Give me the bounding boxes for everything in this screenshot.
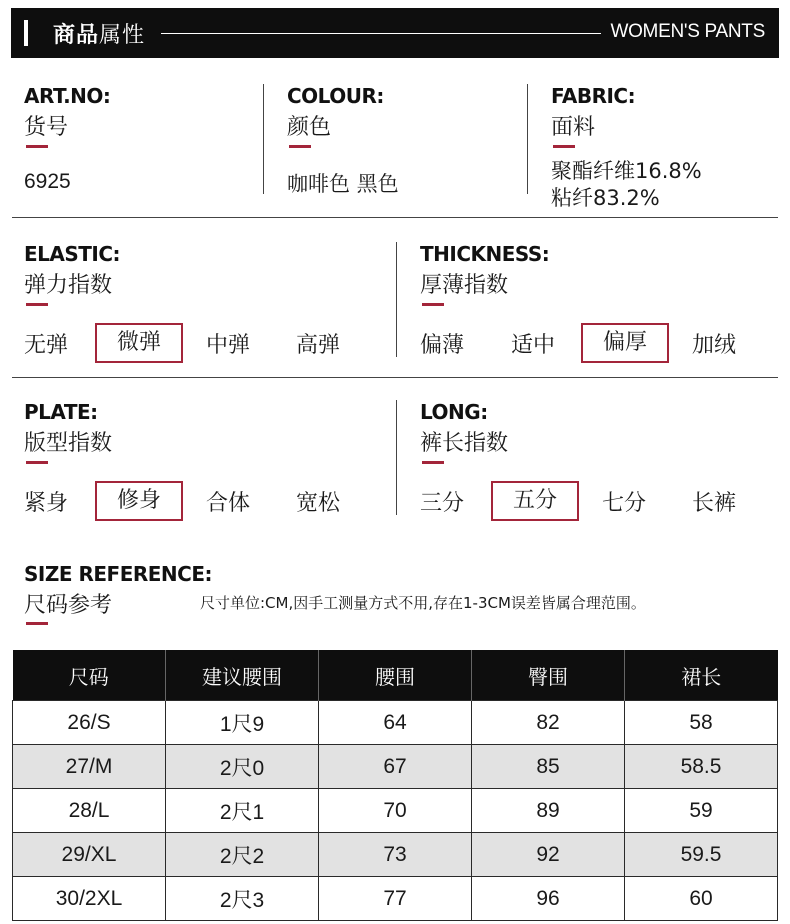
table-cell: 60 (625, 877, 778, 921)
thickness-red-dash (422, 303, 444, 306)
table-cell: 2尺2 (166, 833, 319, 877)
long-option-selected: 五分 (491, 481, 579, 521)
header-accent-bar (24, 20, 28, 46)
table-row (13, 789, 778, 833)
table-cell: 2尺3 (166, 877, 319, 921)
thickness-option: 加绒 (692, 333, 737, 358)
elastic-option-selected: 微弹 (95, 323, 183, 363)
table-cell: 26/S (13, 701, 166, 745)
size-reference-red-dash (26, 622, 48, 625)
elastic-cn-label: 弹力指数 (24, 273, 113, 298)
table-cell: 70 (319, 789, 472, 833)
elastic-red-dash (26, 303, 48, 306)
table-row (13, 877, 778, 921)
header-english-title: WOMEN'S PANTS (610, 21, 765, 42)
table-cell: 73 (319, 833, 472, 877)
header (0, 0, 790, 68)
colour-en-label: COLOUR: (287, 84, 384, 108)
table-cell: 59.5 (625, 833, 778, 877)
table-cell: 58.5 (625, 745, 778, 789)
thickness-option-selected: 偏厚 (581, 323, 669, 363)
divider (396, 242, 397, 357)
plate-red-dash (26, 461, 48, 464)
table-row (13, 833, 778, 877)
header-bar (11, 8, 779, 58)
page-title: 商品属性 (53, 23, 146, 48)
elastic-option: 无弹 (24, 333, 69, 358)
table-cell: 28/L (13, 789, 166, 833)
section-divider (12, 377, 778, 378)
table-cell: 2尺1 (166, 789, 319, 833)
art-cn-label: 货号 (24, 115, 69, 140)
size-reference-cn-label: 尺码参考 (24, 593, 113, 618)
colour-red-dash (289, 145, 311, 148)
thickness-option: 适中 (511, 333, 556, 358)
table-cell: 64 (319, 701, 472, 745)
plate-option: 宽松 (296, 491, 341, 516)
long-option: 七分 (602, 491, 647, 516)
table-cell: 67 (319, 745, 472, 789)
divider (396, 400, 397, 515)
long-cn-label: 裤长指数 (420, 431, 509, 456)
table-header-row (13, 650, 778, 701)
art-en-label: ART.NO: (24, 84, 111, 108)
fabric-value-line1: 聚酯纤维16.8% (551, 159, 702, 183)
table-cell: 85 (472, 745, 625, 789)
section-divider (12, 217, 778, 218)
plate-cn-label: 版型指数 (24, 431, 113, 456)
colour-value: 咖啡色 黑色 (287, 172, 399, 196)
table-cell: 30/2XL (13, 877, 166, 921)
thickness-option: 偏薄 (420, 333, 465, 358)
thickness-en-label: THICKNESS: (420, 242, 550, 266)
plate-en-label: PLATE: (24, 400, 98, 424)
fabric-value-line2: 粘纤83.2% (551, 186, 660, 210)
divider (527, 84, 528, 194)
art-value: 6925 (24, 170, 71, 193)
table-cell: 89 (472, 789, 625, 833)
table-header-cell: 腰围 (319, 650, 472, 701)
long-option: 长裤 (692, 491, 737, 516)
size-table (12, 650, 778, 921)
art-red-dash (26, 145, 48, 148)
table-header-cell: 尺码 (13, 650, 166, 701)
plate-option: 紧身 (24, 491, 69, 516)
thickness-cn-label: 厚薄指数 (420, 273, 509, 298)
table-cell: 1尺9 (166, 701, 319, 745)
table-cell: 82 (472, 701, 625, 745)
table-header-cell: 裙长 (625, 650, 778, 701)
fabric-cn-label: 面料 (551, 115, 596, 140)
table-header-cell: 建议腰围 (166, 650, 319, 701)
table-row (13, 701, 778, 745)
table-cell: 96 (472, 877, 625, 921)
long-red-dash (422, 461, 444, 464)
plate-option: 合体 (206, 491, 251, 516)
table-cell: 27/M (13, 745, 166, 789)
plate-option-selected: 修身 (95, 481, 183, 521)
table-cell: 77 (319, 877, 472, 921)
fabric-en-label: FABRIC: (551, 84, 636, 108)
long-en-label: LONG: (420, 400, 488, 424)
table-cell: 92 (472, 833, 625, 877)
table-row (13, 745, 778, 789)
long-option: 三分 (420, 491, 465, 516)
table-cell: 29/XL (13, 833, 166, 877)
elastic-en-label: ELASTIC: (24, 242, 121, 266)
table-cell: 58 (625, 701, 778, 745)
table-cell: 59 (625, 789, 778, 833)
divider (263, 84, 264, 194)
elastic-option: 高弹 (296, 333, 341, 358)
colour-cn-label: 颜色 (287, 115, 332, 140)
header-divider (161, 33, 601, 34)
size-reference-en-label: SIZE REFERENCE: (24, 562, 212, 586)
table-header-cell: 臀围 (472, 650, 625, 701)
table-cell: 2尺0 (166, 745, 319, 789)
elastic-option: 中弹 (206, 333, 251, 358)
size-reference-note: 尺寸单位:CM,因手工测量方式不用,存在1-3CM误差皆属合理范围。 (200, 594, 646, 612)
fabric-red-dash (553, 145, 575, 148)
